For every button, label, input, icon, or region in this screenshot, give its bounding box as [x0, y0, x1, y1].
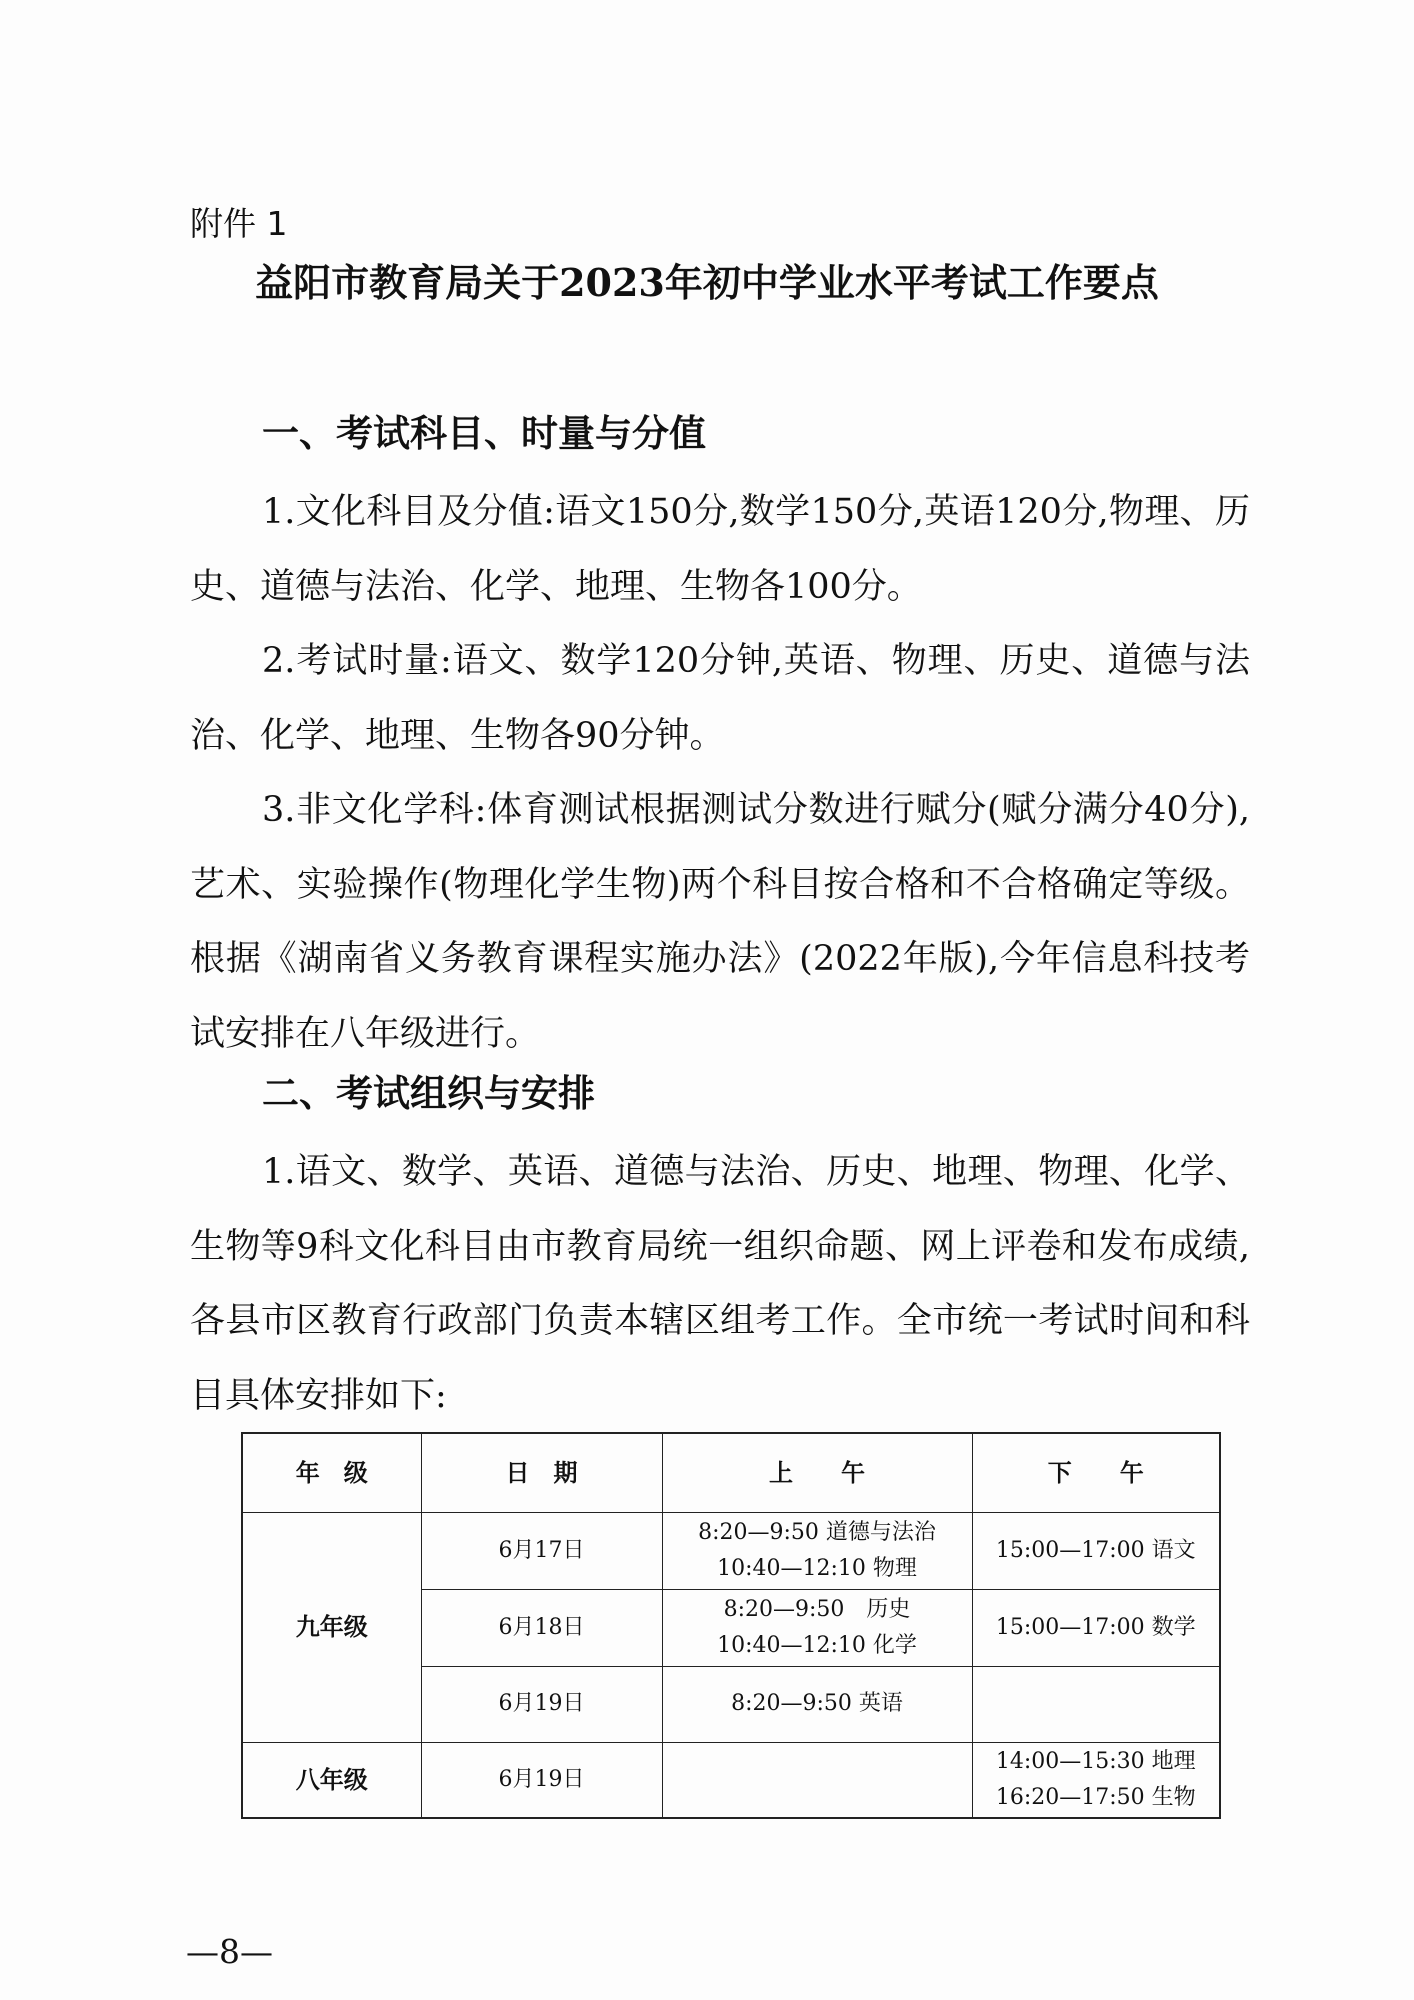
session-text: 16:20—17:50 生物 — [995, 1784, 1196, 1810]
morning-cell — [662, 1589, 972, 1666]
session-text: 10:40—12:10 物理 — [717, 1555, 917, 1581]
table-row — [242, 1512, 1220, 1589]
exam-schedule-table — [241, 1432, 1221, 1819]
paragraph-2-1: 1.语文、数学、英语、道德与法治、历史、地理、物理、化学、生物等9科文化科目由市教育局统一组织命题、网上评卷和发布成绩,各县市区教育行政部门负责本辖区组考工作。全市统一考试时间和科目具体安排如下: — [190, 1152, 1250, 1416]
date-cell: 6月17日 — [421, 1512, 662, 1589]
paragraph-1-1: 1.文化科目及分值:语文150分,数学150分,英语120分,物理、历史、道德与法治、化学、地理、生物各100分。 — [190, 492, 1250, 607]
table-header-row — [242, 1433, 1220, 1512]
session-text: 8:20—9:50 道德与法治 — [698, 1519, 936, 1545]
afternoon-cell — [972, 1589, 1220, 1666]
afternoon-cell — [972, 1512, 1220, 1589]
date-cell: 6月19日 — [421, 1742, 662, 1818]
header-grade: 年 级 — [242, 1433, 421, 1512]
morning-cell — [662, 1666, 972, 1742]
header-date: 日 期 — [421, 1433, 662, 1512]
date-cell: 6月18日 — [421, 1589, 662, 1666]
morning-cell — [662, 1512, 972, 1589]
afternoon-cell — [972, 1666, 1220, 1742]
header-afternoon: 下 午 — [972, 1433, 1220, 1512]
afternoon-cell — [972, 1742, 1220, 1818]
session-text: 8:20—9:50 历史 — [723, 1596, 911, 1622]
page-number: —8— — [186, 1932, 273, 1971]
session-text: 8:20—9:50 英语 — [731, 1691, 903, 1716]
header-morning: 上 午 — [662, 1433, 972, 1512]
session-text: 15:00—17:00 语文 — [995, 1537, 1196, 1563]
date-cell: 6月19日 — [421, 1666, 662, 1742]
paragraph-1-3: 3.非文化学科:体育测试根据测试分数进行赋分(赋分满分40分),艺术、实验操作(物理化学生物)两个科目按合格和不合格确定等级。根据《湖南省义务教育课程实施办法》(2022年版),今年信息科技考试安排在八年级进行。 — [190, 790, 1250, 1054]
table-row — [242, 1742, 1220, 1818]
paragraph-1-2: 2.考试时量:语文、数学120分钟,英语、物理、历史、道德与法治、化学、地理、生物各90分钟。 — [190, 641, 1250, 756]
session-text: 10:40—12:10 化学 — [717, 1632, 917, 1658]
grade-8-cell: 八年级 — [242, 1742, 421, 1818]
session-text: 15:00—17:00 数学 — [995, 1614, 1196, 1640]
document-title: 益阳市教育局关于2023年初中学业水平考试工作要点 — [255, 260, 1159, 305]
section-heading-1: 一、考试科目、时量与分值 — [262, 412, 706, 455]
session-text: 14:00—15:30 地理 — [995, 1748, 1196, 1774]
attachment-label: 附件 1 — [190, 204, 288, 243]
morning-cell — [662, 1742, 972, 1818]
grade-9-cell: 九年级 — [242, 1512, 421, 1742]
section-heading-2: 二、考试组织与安排 — [262, 1072, 595, 1115]
